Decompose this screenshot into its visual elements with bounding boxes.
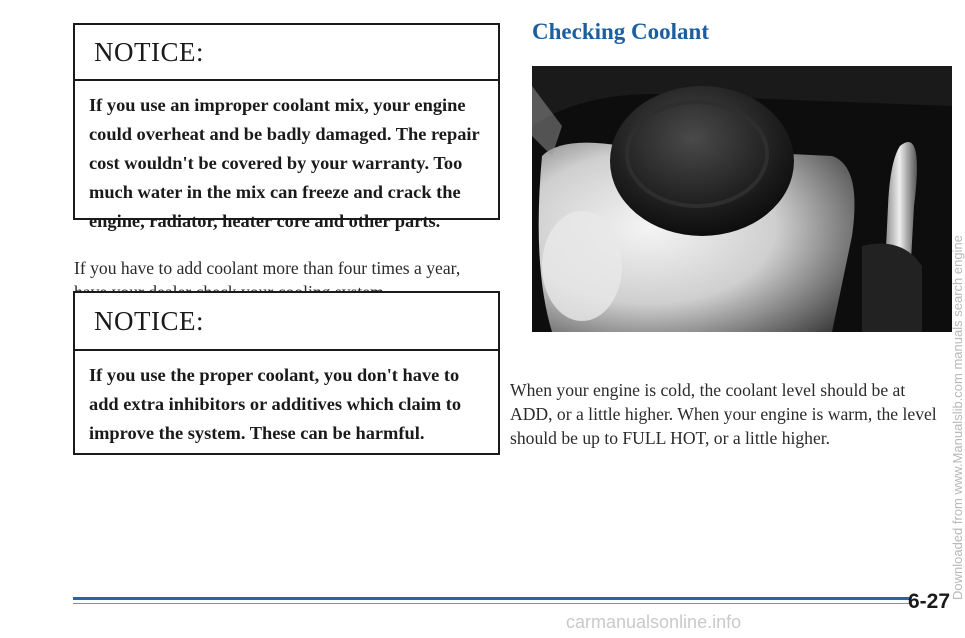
footer-rule-thin — [73, 603, 910, 604]
watermark-side: Downloaded from www.Manualslib.com manuals search engine — [950, 235, 965, 600]
coolant-reservoir-photo — [532, 66, 952, 332]
notice-text: If you use the proper coolant, you don't have to add extra inhibitors or additives which claim to improve the system. These can be harmful. — [89, 365, 462, 443]
notice-box-coolant-mix — [73, 23, 500, 231]
notice-text: If you use an improper coolant mix, your engine could overheat and be badly damaged. The repair cost wouldn't be covered by your warranty. Too much water in the mix can freeze and crack the engine, radiator, heater core and other parts. — [89, 95, 480, 231]
notice-heading: NOTICE: — [75, 293, 498, 351]
watermark-bottom: carmanualsonline.info — [566, 612, 742, 632]
section-title: Checking Coolant — [532, 19, 709, 44]
notice-box-inhibitors — [73, 291, 500, 455]
notice-heading: NOTICE: — [75, 25, 498, 81]
reservoir-illustration — [532, 66, 952, 332]
coolant-frequency-paragraph: If you have to add coolant more than four times a year, — [74, 257, 461, 278]
coolant-level-paragraph: When your engine is cold, the coolant level should be at ADD, or a little higher. When your engine is warm, the level should be up to FULL HOT, or a little higher. — [510, 379, 937, 448]
footer-rule — [73, 597, 910, 600]
page-number: 6-27 — [908, 590, 951, 613]
